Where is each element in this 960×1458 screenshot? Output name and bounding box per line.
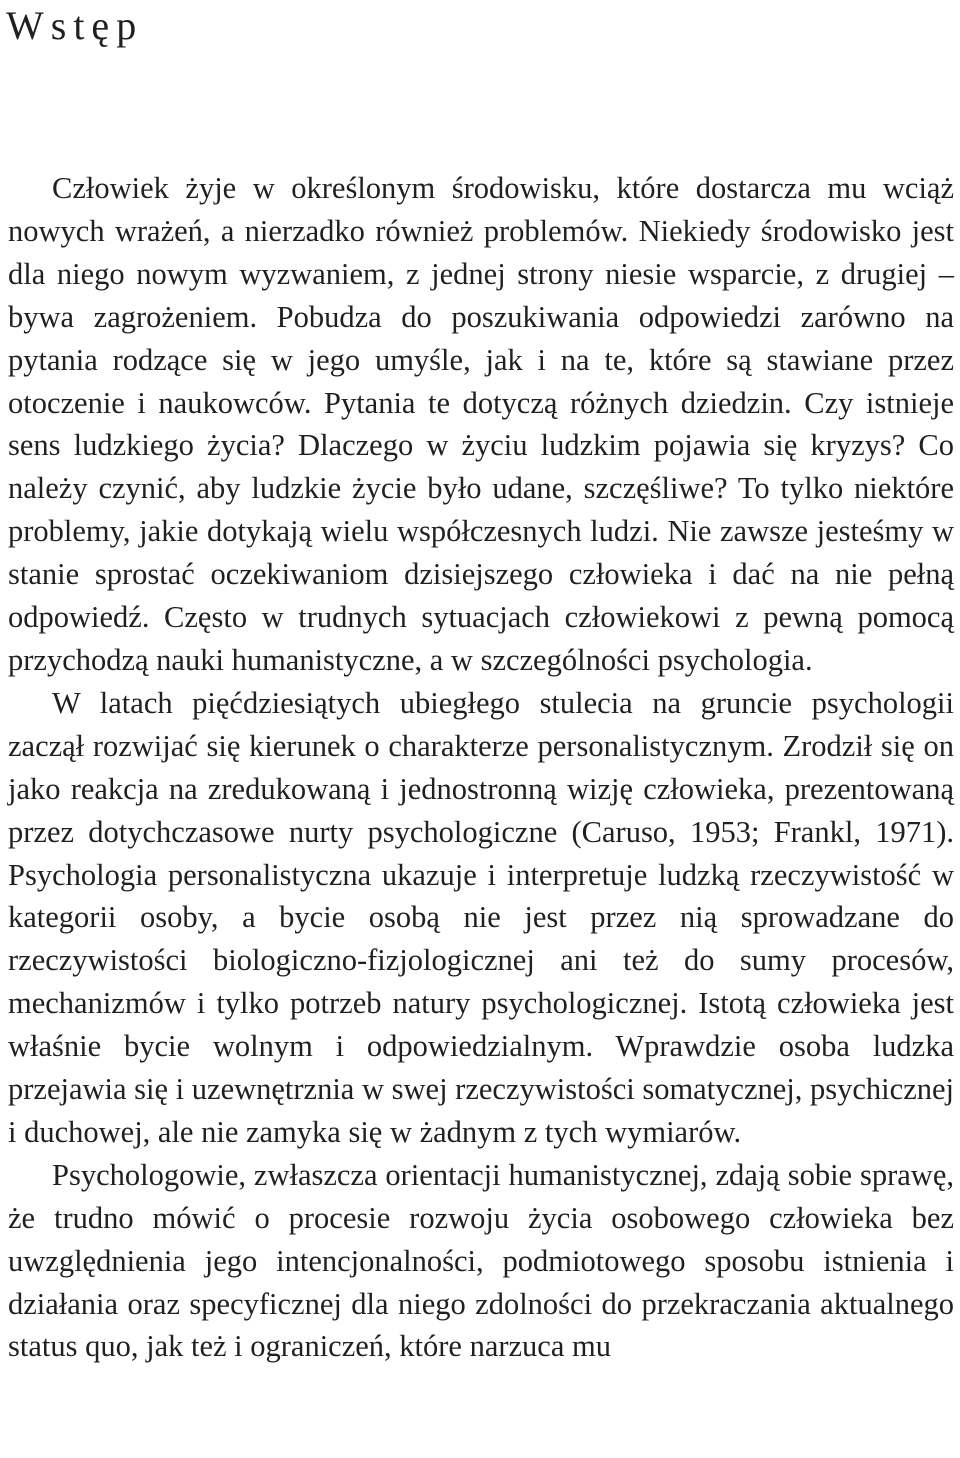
paragraph: W latach pięćdziesiątych ubiegłego stulecia na gruncie psychologii zaczął rozwijać się kierunek o charakterze personalistycznym. Zrodził się on jako reakcja na zredukowaną i jednostronną wizję człowieka, prezentowaną przez dotychczasowe nurty psychologiczne (Caruso, 1953; Frankl, 1971). Psychologia personalistyczna ukazuje i interpretuje ludzką rzeczywistość w kategorii osoby, a bycie osobą nie jest przez nią sprowadzane do rzeczywistości biologiczno-fizjologicznej ani też do sumy procesów, mechanizmów i tylko potrzeb natury psychologicznej. Istotą człowieka jest właśnie bycie wolnym i odpowiedzialnym. Wprawdzie osoba ludzka przejawia się i uzewnętrznia w swej rzeczywistości somatycznej, psychicznej i duchowej, ale nie zamyka się w żadnym z tych wymiarów. (8, 685, 954, 1149)
body-text (8, 167, 954, 1368)
page-title: Wstęp (6, 3, 144, 48)
paragraph: Człowiek żyje w określonym środowisku, które dostarcza mu wciąż nowych wrażeń, a nierzadko również problemów. Niekiedy środowisko jest dla niego nowym wyzwaniem, z jednej strony niesie wsparcie, z drugiej – bywa zagrożeniem. Pobudza do poszukiwania odpowiedzi zarówno na pytania rodzące się w jego umyśle, jak i na te, które są stawiane przez otoczenie i naukowców. Pytania te dotyczą różnych dziedzin. Czy istnieje sens ludzkiego życia? Dlaczego w życiu ludzkim pojawia się kryzys? Co należy czynić, aby ludzkie życie było udane, szczęśliwe? To tylko niektóre problemy, jakie dotykają wielu współczesnych ludzi. Nie zawsze jesteśmy w stanie sprostać oczekiwaniom dzisiejszego człowieka i dać na nie pełną odpowiedź. Często w trudnych sytuacjach człowiekowi z pewną pomocą przychodzą nauki humanistyczne, a w szczególności psychologia. (8, 171, 954, 677)
paragraph: Psychologowie, zwłaszcza orientacji humanistycznej, zdają sobie sprawę, że trudno mówić o procesie rozwoju życia osobowego człowieka bez uwzględnienia jego intencjonalności, podmiotowego sposobu istnienia i działania oraz specyficznej dla niego zdolności do przekraczania aktualnego status quo, jak też i ograniczeń, które narzuca mu (8, 1157, 954, 1364)
